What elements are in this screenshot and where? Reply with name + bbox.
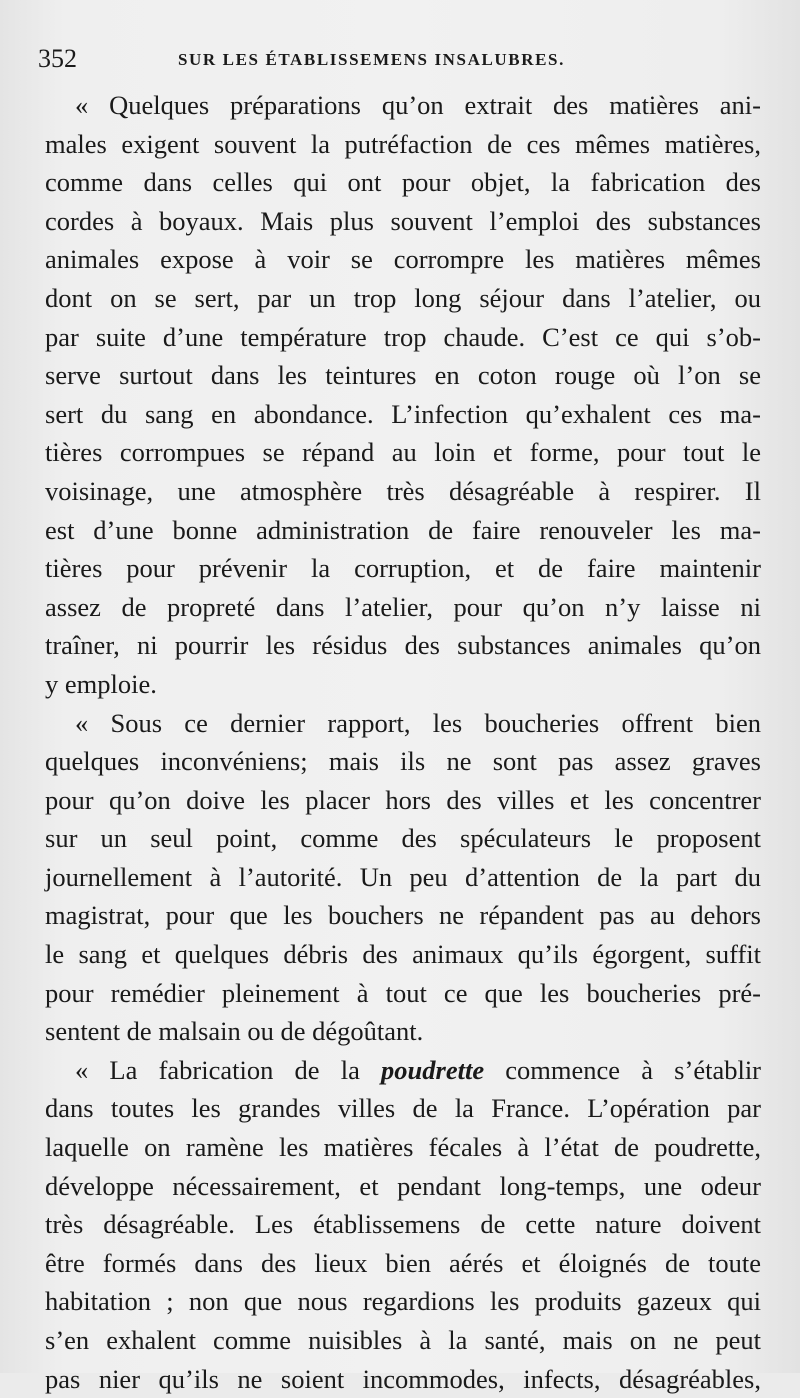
text-line: males exigent souvent la putréfaction de ces mêmes matières, bbox=[45, 128, 761, 159]
text-line: comme dans celles qui ont pour objet, la fabrication des bbox=[45, 167, 761, 198]
text-line: par suite d’une température trop chaude. C’est ce qui s’ob- bbox=[45, 321, 761, 352]
page-number: 352 bbox=[38, 44, 77, 73]
paragraph bbox=[45, 1051, 761, 1398]
text-run: commence à s’établir bbox=[484, 1054, 762, 1085]
text-line: « Quelques préparations qu’on extrait des matières ani- bbox=[75, 90, 761, 120]
text-line: tières pour prévenir la corruption, et de faire maintenir bbox=[45, 553, 761, 584]
text-line: est d’une bonne administration de faire renouveler les ma- bbox=[45, 514, 761, 545]
text-line: traîner, ni pourrir les résidus des substances animales qu’on bbox=[45, 630, 761, 661]
body-text bbox=[45, 86, 761, 1398]
text-line: pas nier qu’ils ne soient incommodes, infects, désagréables, bbox=[45, 1363, 761, 1394]
text-line: dans toutes les grandes villes de la France. L’opération par bbox=[45, 1093, 761, 1124]
text-line: laquelle on ramène les matières fécales à l’état de poudrette, bbox=[45, 1132, 761, 1163]
text-line: animales expose à voir se corrompre les matières mêmes bbox=[45, 244, 761, 275]
text-line: voisinage, une atmosphère très désagréable à respirer. Il bbox=[45, 475, 761, 506]
text-line: s’en exhalent comme nuisibles à la santé, mais on ne peut bbox=[45, 1325, 761, 1355]
page-header bbox=[38, 44, 756, 74]
paragraph bbox=[45, 704, 761, 1051]
text-line: très désagréable. Les établissemens de cette nature doivent bbox=[45, 1209, 761, 1240]
text-line: le sang et quelques débris des animaux qu’ils égorgent, suffit bbox=[45, 939, 761, 970]
text-line: sur un seul point, comme des spéculateurs le proposent bbox=[45, 823, 761, 854]
paragraph bbox=[45, 86, 761, 704]
text-line bbox=[45, 1051, 761, 1090]
text-line: assez de propreté dans l’atelier, pour qu’on n’y laisse ni bbox=[45, 591, 761, 622]
text-line: habitation ; non que nous regardions les produits gazeux qui bbox=[45, 1286, 761, 1317]
text-line: dont on se sert, par un trop long séjour dans l’atelier, ou bbox=[45, 282, 761, 313]
text-line: être formés dans des lieux bien aérés et éloignés de toute bbox=[45, 1247, 761, 1278]
text-line: serve surtout dans les teintures en coton rouge où l’on se bbox=[45, 360, 761, 391]
text-line: y emploie. bbox=[45, 668, 157, 699]
text-line: pour remédier pleinement à tout ce que les boucheries pré- bbox=[45, 977, 761, 1008]
text-line: pour qu’on doive les placer hors des villes et les concentrer bbox=[45, 784, 761, 815]
text-line: sert du sang en abondance. L’infection qu’exhalent ces ma- bbox=[45, 398, 761, 429]
text-line: sentent de malsain ou de dégoûtant. bbox=[45, 1016, 424, 1047]
text-line: journellement à l’autorité. Un peu d’attention de la part du bbox=[45, 861, 761, 892]
text-line: magistrat, pour que les bouchers ne répandent pas au dehors bbox=[45, 900, 761, 931]
text-line: « Sous ce dernier rapport, les boucheries offrent bien bbox=[75, 707, 761, 738]
emphasized-word: poudrette bbox=[381, 1054, 485, 1085]
text-line: développe nécessairement, et pendant long-temps, une odeur bbox=[45, 1170, 761, 1201]
text-run: « La fabrication de la bbox=[75, 1054, 382, 1085]
running-title: SUR LES ÉTABLISSEMENS INSALUBRES. bbox=[178, 50, 565, 69]
text-line: tières corrompues se répand au loin et forme, pour tout le bbox=[45, 437, 761, 468]
text-line: quelques inconvéniens; mais ils ne sont pas assez graves bbox=[45, 746, 761, 777]
text-line: cordes à boyaux. Mais plus souvent l’emploi des substances bbox=[45, 205, 761, 236]
